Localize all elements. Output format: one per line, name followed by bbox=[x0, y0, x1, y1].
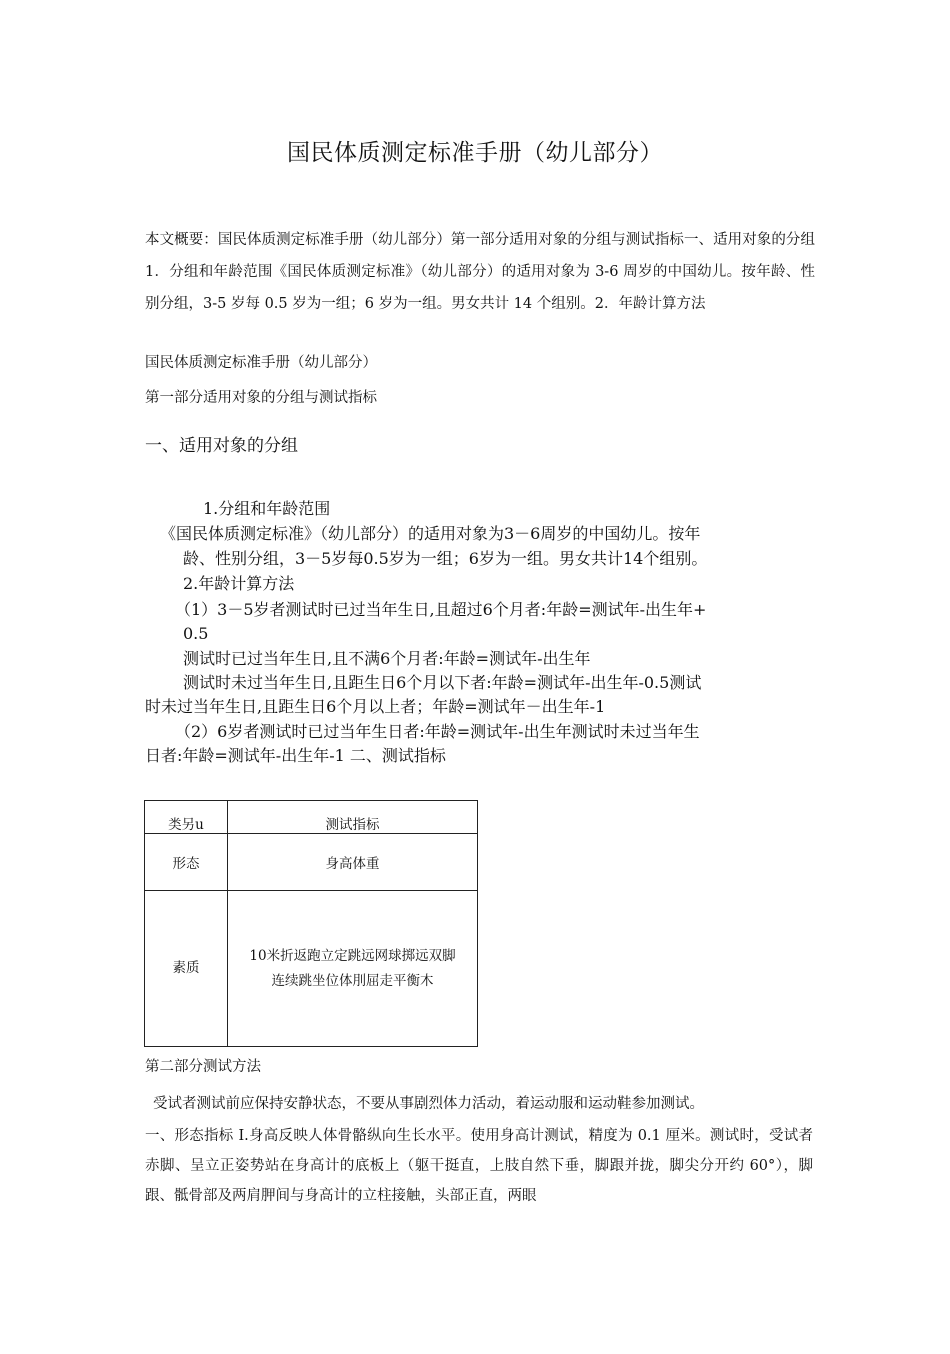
table-cell-items: 身高体重 bbox=[228, 834, 478, 891]
table-header-items: 测试指标 bbox=[228, 801, 478, 834]
part2-section1-paragraph: 一、形态指标 I.身高反映人体骨骼纵向生长水平。使用身高计测试，精度为 0.1 厘米。测试时，受试者赤脚、呈立正姿势站在身高计的底板上（躯干挺直，上肢自然下垂，脚跟并拢，脚尖分开约 60°），脚跟、骶骨部及两肩胛间与身高计的立柱接触，头部正直，两眼 bbox=[145, 1128, 813, 1204]
table-cell-category: 形态 bbox=[145, 834, 228, 891]
test-index-table bbox=[144, 800, 478, 1047]
part2-intro: 受试者测试前应保持安静状态，不要从事剧烈体力活动，着运动服和运动鞋参加测试。 bbox=[153, 1096, 704, 1112]
calc-line-4: 时未过当年生日,且距生日6个月以上者；年龄=测试年－出生年-1 bbox=[145, 697, 606, 716]
calc-line-2: 测试时已过当年生日,且不满6个月者:年龄=测试年-出生年 bbox=[183, 649, 591, 668]
table-row bbox=[145, 834, 478, 891]
calc-line-1b: 0.5 bbox=[183, 624, 209, 643]
table-header-row bbox=[145, 801, 478, 834]
summary-paragraph: 本文概要：国民体质测定标准手册（幼儿部分）第一部分适用对象的分组与测试指标一、适用对象的分组 1．分组和年龄范围《国民体质测定标准》（幼儿部分）的适用对象为 3-6 周岁的中国幼儿。按年龄、性别分组，3-5 岁每 0.5 岁为一组；6 岁为一组。男女共计 14 个组别。2．年龄计算方法 bbox=[145, 232, 815, 312]
table-row bbox=[145, 891, 478, 1047]
table-cell-category: 素质 bbox=[145, 891, 228, 1047]
part2-title: 第二部分测试方法 bbox=[145, 1059, 261, 1075]
section1-title: 一、适用对象的分组 bbox=[145, 436, 298, 456]
item1-text-b: 龄、性别分组，3－5岁每0.5岁为一组；6岁为一组。男女共计14个组别。 bbox=[183, 549, 708, 568]
part1-title: 第一部分适用对象的分组与测试指标 bbox=[145, 390, 377, 406]
item2-title: 2.年龄计算方法 bbox=[183, 574, 295, 593]
subtitle-line: 国民体质测定标准手册（幼儿部分） bbox=[145, 355, 377, 371]
table-cell-items bbox=[228, 891, 478, 1047]
calc-line-5a: （2）6岁者测试时已过当年生日者:年龄=测试年-出生年测试时未过当年生 bbox=[175, 722, 700, 741]
table-cell-items-line: 连续跳坐位体刖屈走平衡木 bbox=[271, 972, 434, 989]
document-title: 国民体质测定标准手册（幼儿部分） bbox=[287, 140, 663, 166]
calc-line-1a: （1）3－5岁者测试时已过当年生日,且超过6个月者:年龄=测试年-出生年+ bbox=[175, 600, 707, 619]
item1-text-a: 《国民体质测定标准》（幼儿部分）的适用对象为3－6周岁的中国幼儿。按年 bbox=[160, 524, 701, 543]
calc-line-5b: 日者:年龄=测试年-出生年-1 二、测试指标 bbox=[145, 746, 446, 765]
item1-title: 1.分组和年龄范围 bbox=[203, 499, 331, 518]
table-cell-items-line: 10米折返跑立定跳远网球掷远双脚 bbox=[249, 947, 456, 964]
table-header-category: 类另u bbox=[145, 801, 228, 834]
calc-line-3: 测试时未过当年生日,且距生日6个月以下者:年龄=测试年-出生年-0.5测试 bbox=[183, 673, 702, 692]
